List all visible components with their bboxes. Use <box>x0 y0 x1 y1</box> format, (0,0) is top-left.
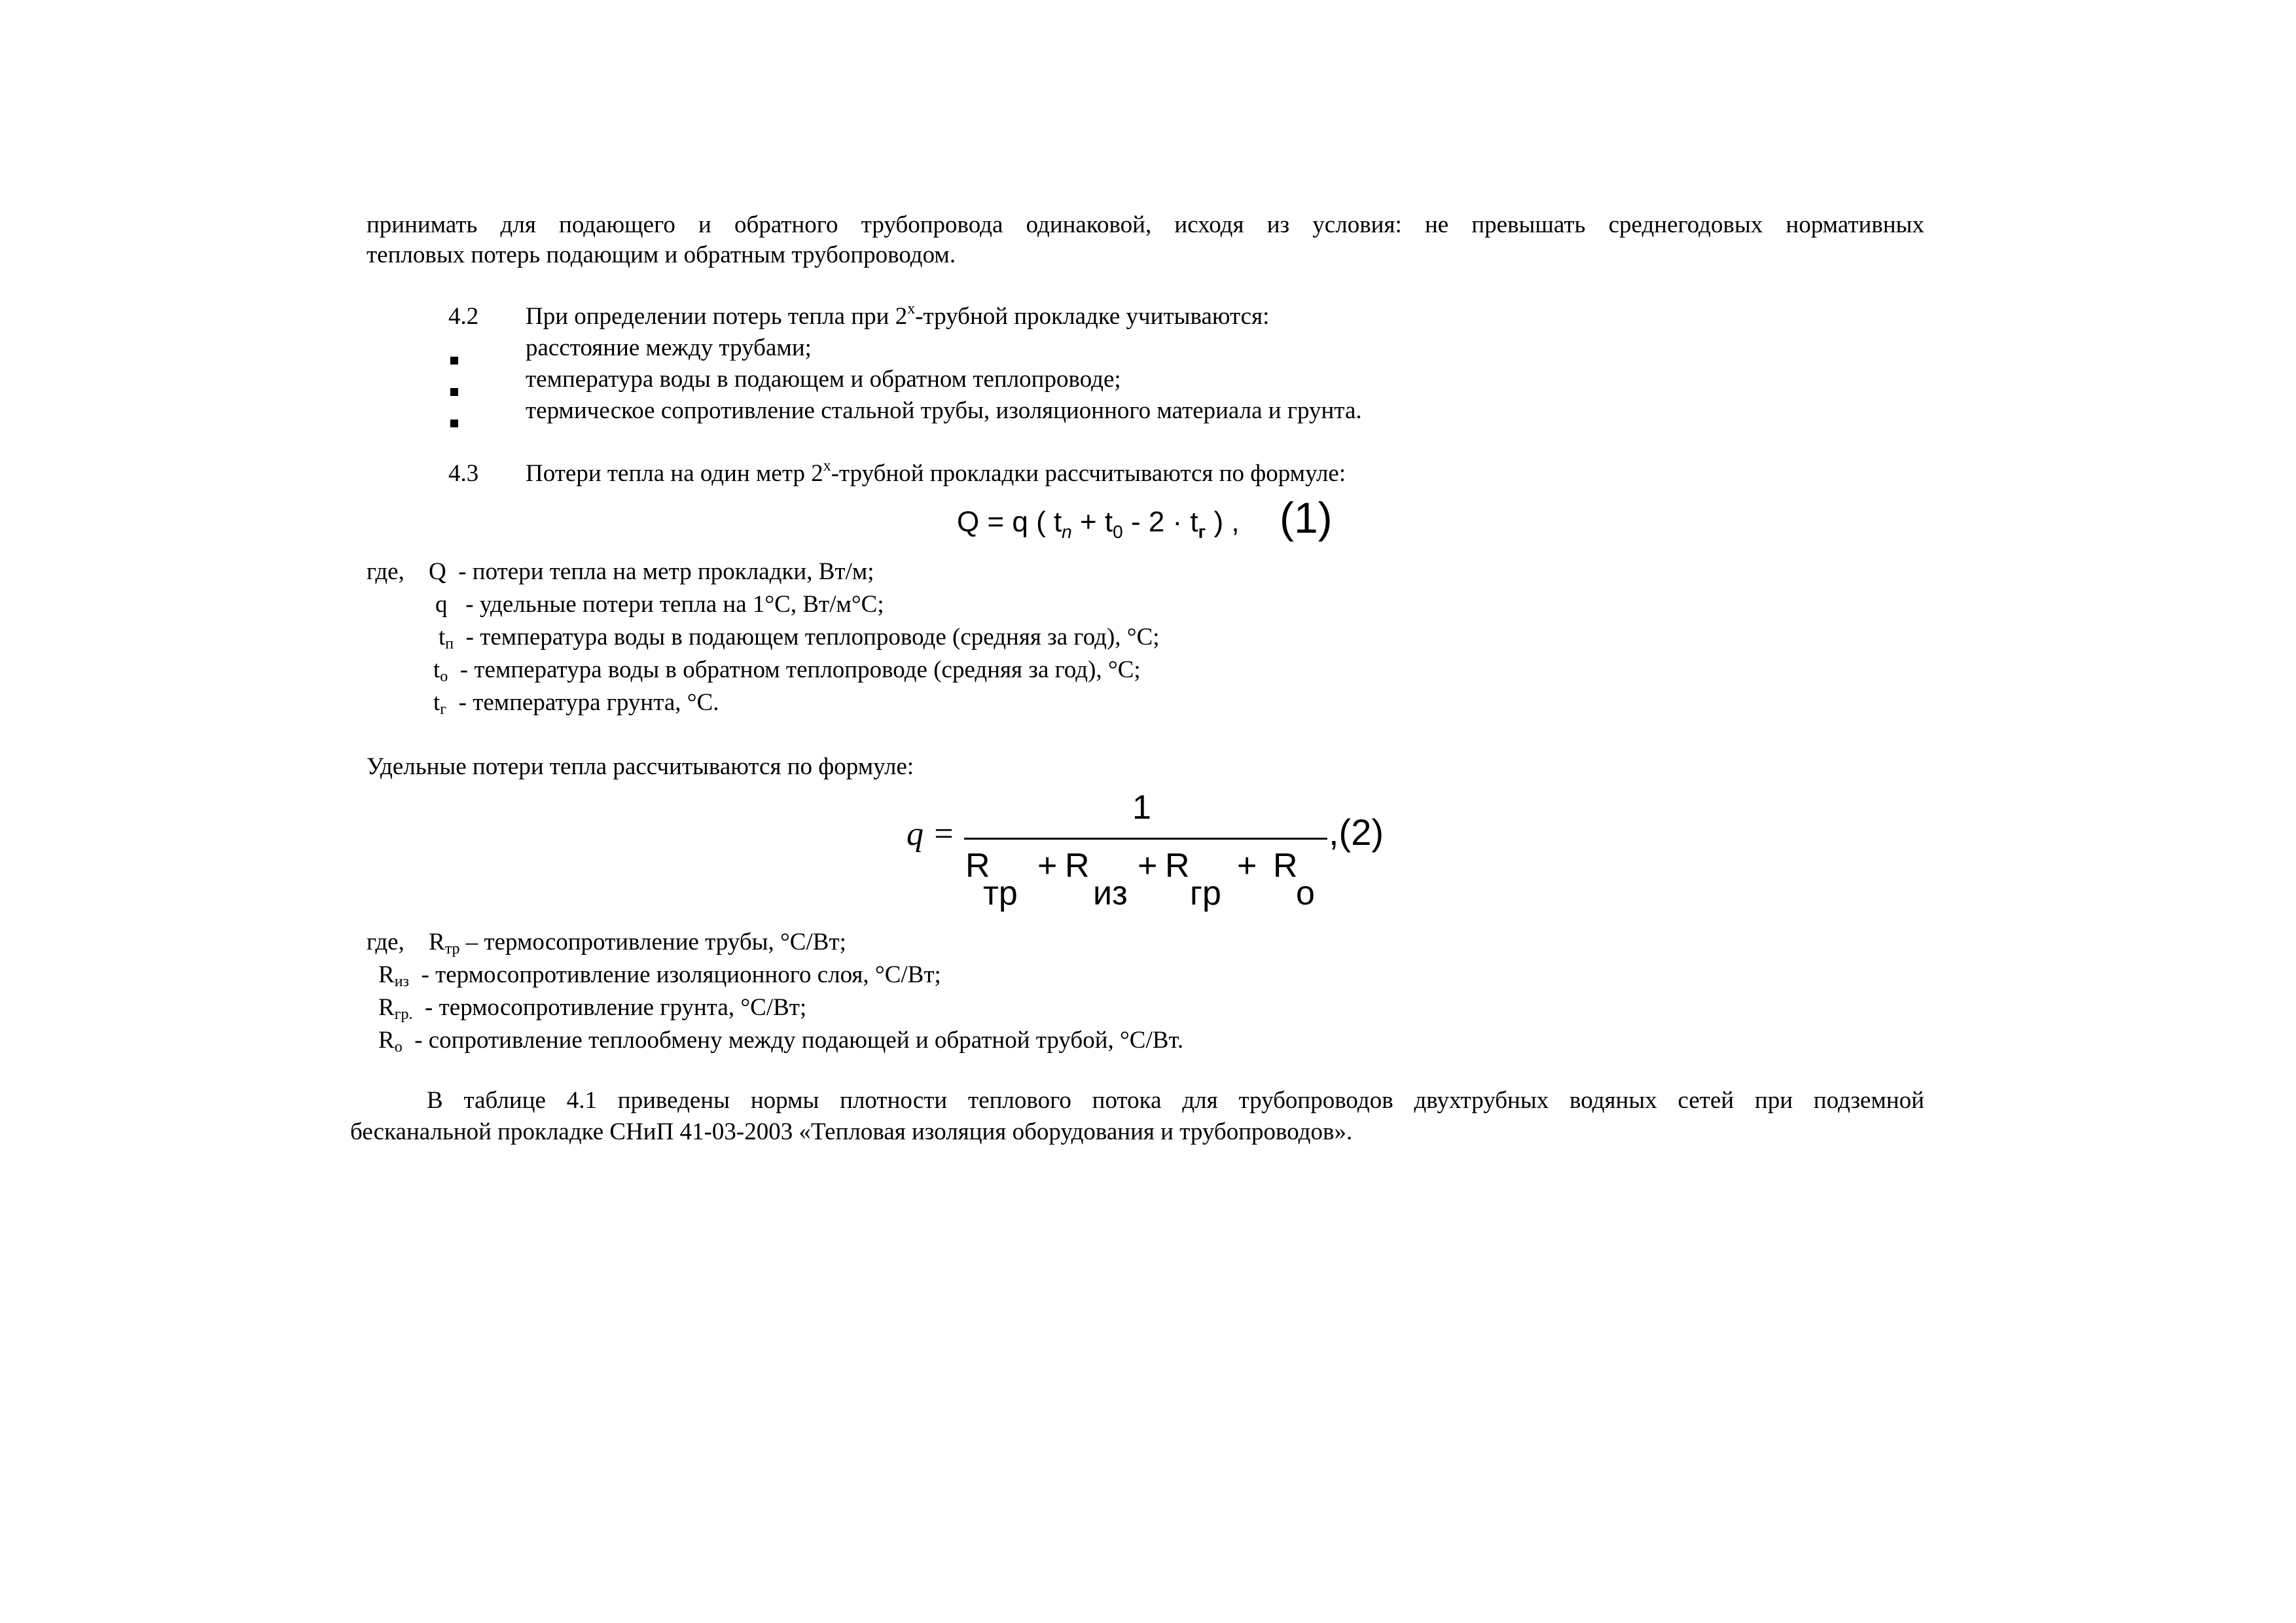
paragraph-bottom-line1: В таблице 4.1 приведены нормы плотности теплового потока для трубопроводов двухтрубных водяных сетей при подземной <box>427 1087 1924 1114</box>
section-4-3-text-after: -трубной прокладки рассчитываются по формуле: <box>831 460 1346 487</box>
formula-1-minus: - 2 · t <box>1130 506 1198 538</box>
formula-2-term: R <box>965 847 990 885</box>
formula-2-number: ,(2) <box>1329 812 1384 853</box>
legend-1-item: $t_г$ - температура грунта, °С. <box>433 689 719 718</box>
formula-2-fraction-line <box>964 838 1327 840</box>
bullet-marker <box>450 343 458 372</box>
bullet-marker <box>450 406 458 435</box>
bullet-item: термическое сопротивление стальной трубы, изоляционного материала и грунта. <box>526 397 1362 424</box>
formula-2-sub: гр <box>1190 874 1221 912</box>
section-4-3-sup: х <box>823 457 831 474</box>
formula-2-plus: + <box>1138 847 1158 885</box>
formula-2-term: R <box>1065 847 1090 885</box>
formula-2-term: R <box>1273 847 1298 885</box>
legend-1-item: $t_п$ - температура воды в подающем теплопроводе (средняя за год), °С; <box>439 624 1160 652</box>
legend-2-item: $R_{из}$ - термосопротивление изоляционного слоя, °С/Вт; <box>378 961 941 990</box>
formula-2-plus: + <box>1037 847 1058 885</box>
section-4-2-sup: х <box>907 300 916 317</box>
legend-1-item: Q - потери тепла на метр прокладки, Вт/м; <box>429 558 874 585</box>
specific-losses-intro: Удельные потери тепла рассчитываются по формуле: <box>367 753 914 780</box>
legend-2-item: $R_о$ - сопротивление теплообмену между подающей и обратной трубой, °С/Вт. <box>378 1027 1184 1056</box>
formula-1-sub-0: 0 <box>1113 522 1123 542</box>
formula-2-sub: о <box>1296 874 1315 912</box>
bullet-item: расстояние между трубами; <box>526 334 812 361</box>
formula-2-term: R <box>1165 847 1190 885</box>
legend-2-item: $R_{тр}$ – термосопротивление трубы, °С/Вт; <box>429 929 846 957</box>
section-4-2-text-before: При определении потерь тепла при 2 <box>526 303 908 330</box>
bullet-marker <box>450 374 458 403</box>
bullet-item: температура воды в подающем и обратном теплопроводе; <box>526 366 1121 393</box>
section-4-2-number: 4.2 <box>448 303 479 330</box>
section-4-3-number: 4.3 <box>448 460 479 487</box>
legend-1-prefix: где, <box>367 558 404 585</box>
paragraph-bottom-line2: бесканальной прокладке СНиП 41-03-2003 «Тепловая изоляция оборудования и трубопроводов». <box>350 1118 1353 1145</box>
formula-2-sub: из <box>1093 874 1128 912</box>
section-4-2-heading <box>526 302 1269 331</box>
section-4-3-heading <box>526 459 1346 488</box>
formula-2-numerator: 1 <box>1132 789 1151 827</box>
legend-1-item: $t_о$ - температура воды в обратном теплопроводе (средняя за год), °С; <box>433 656 1141 685</box>
formula-2-plus: + <box>1237 847 1257 885</box>
section-4-2-text-after: -трубной прокладке учитываются: <box>915 303 1270 330</box>
formula-1-lhs: Q = q ( t <box>957 506 1062 538</box>
formula-1-sub-r: г <box>1198 522 1206 542</box>
legend-2-prefix: где, <box>367 929 404 955</box>
formula-1 <box>957 505 1240 540</box>
formula-2-lhs: q = <box>906 815 956 853</box>
formula-2-sub: тр <box>983 874 1018 912</box>
paragraph-top-line1: принимать для подающего и обратного трубопровода одинаковой, исходя из условия: не превышать среднегодовых нормативных <box>367 211 1924 238</box>
formula-1-sub-n: n <box>1062 522 1072 542</box>
formula-1-plus: + t <box>1079 506 1113 538</box>
formula-1-close: ) , <box>1213 506 1240 538</box>
paragraph-top-line2: тепловых потерь подающим и обратным трубопроводом. <box>367 241 956 268</box>
legend-1-item: q - удельные потери тепла на 1°С, Вт/м°С; <box>435 591 884 618</box>
formula-1-number: (1) <box>1280 493 1333 542</box>
section-4-3-text-before: Потери тепла на один метр 2 <box>526 460 823 487</box>
legend-2-item: $R_{гр.}$ - термосопротивление грунта, °С/Вт; <box>378 994 807 1023</box>
